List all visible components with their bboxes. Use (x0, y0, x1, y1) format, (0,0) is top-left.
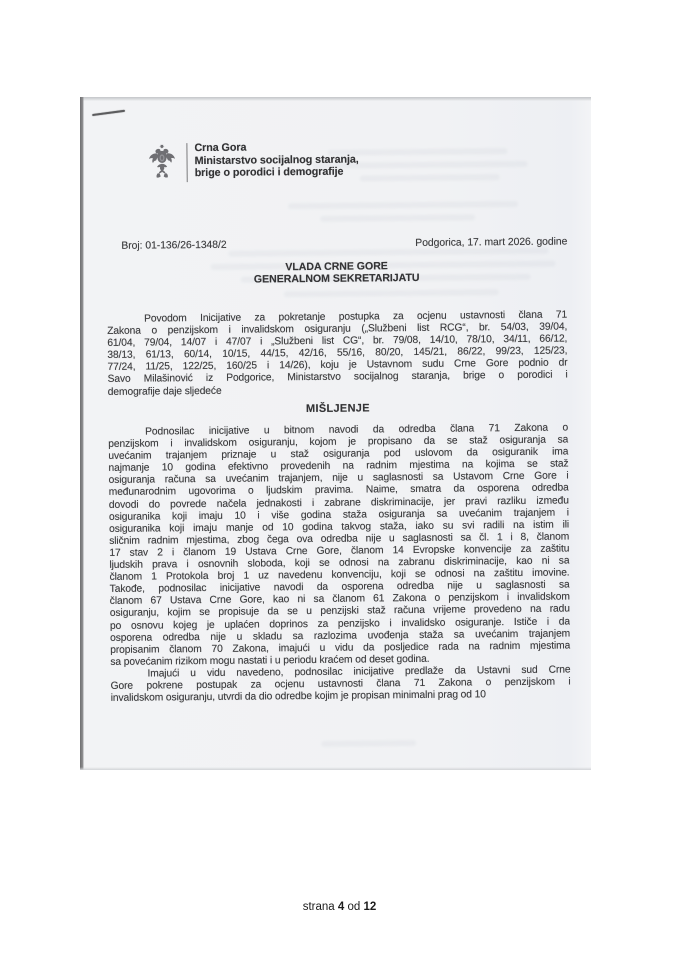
bleed-through-artifact (360, 174, 500, 181)
recipient-line1: VLADA CRNE GORE (285, 260, 388, 274)
text-line: 61/04, 79/04, 14/07 i 47/07 i „Službeni list CG“, br. 79/08, 14/10, 78/10, 34/11, 66/12, (107, 333, 568, 350)
text-line: Gore pokrene postupak za ocjenu ustavnosti člana 71 Zakona o penzijskom i (110, 676, 571, 692)
text-line: dovodi do povrede načela jednakosti i zabrane diskriminacije, jer pravi razliku između (108, 495, 569, 511)
letterhead-divider (186, 143, 187, 182)
text-line: sličnim radnim mjestima, zbog čega ova odredba nije u saglasnosti sa čl. 1 i 8, članom (109, 531, 570, 547)
pen-mark (92, 110, 125, 116)
place-and-date: Podgorica, 17. mart 2026. godine (415, 236, 568, 249)
text-line: najmanje 10 godina efektivno provedenih na radnim mjestima na kojima se staž (108, 458, 569, 475)
page-footer (0, 901, 679, 913)
footer-word-page: strana (302, 901, 335, 913)
document-number: Broj: 01-136/26-1348/2 (121, 239, 227, 252)
bleed-through-artifact (321, 740, 416, 747)
bleed-through-artifact (288, 201, 518, 209)
ministry-name (194, 141, 358, 180)
text-line: 38/13, 61/13, 60/14, 10/15, 44/15, 42/16, 55/16, 80/20, 145/21, 86/22, 99/23, 125/23, (107, 345, 568, 362)
text-line: propisanim članom 70 Zakona, imajući u vidu da posljedice rada na radnim mjestima (110, 640, 571, 656)
text-line: sa povećanim rizikom mogu nastati i u periodu kraćem od deset godina. (110, 653, 430, 668)
scanned-document (80, 97, 591, 770)
letterhead (148, 141, 358, 183)
text-line: članom 1 Protokola broj 1 uz navedenu konvenciju, koji se odnosi na zaštitu imovine. (109, 567, 570, 584)
bleed-through-artifact (320, 214, 475, 221)
text-line: uvećanim trajanjem priznaje u staž osiguranja pod uslovom da osiguranik ima (108, 446, 569, 463)
text-line: 77/24, 11/25, 122/25, 160/25 i 14/26), koju je Ustavnom sudu Crne Gore podnio dr (107, 357, 568, 374)
text-line: invalidskom osiguranju, utvrdi da dio odredbe kojim je propisan minimalni prag od 10 (110, 689, 486, 704)
text-line: 17 stav 2 i članom 19 Ustava Crne Gore, članom 14 Evropske konvencije za zaštitu (109, 543, 570, 559)
opinion-body (108, 423, 571, 706)
text-line: demografije daje sljedeće (107, 385, 222, 398)
opinion-heading: MIŠLJENJE (305, 402, 370, 416)
bleed-through-artifact (284, 289, 499, 297)
text-line: međunarodnim ugovorima o ljudskim pravima. Naime, smatra da osporena odredba (108, 482, 569, 499)
text-line: ljudskih prava i osnovnih sloboda, koji se odnosi na zabranu diskriminacije, kao ni sa (109, 555, 570, 571)
text-line: osiguranja računa sa uvećanim trajanjem, nije u saglasnosti sa Ustavom Crne Gore i (108, 470, 569, 487)
text-line: Savo Milašinović iz Podgorice, Ministarstvo socijalnog staranja, brige o porodici i (107, 369, 568, 386)
footer-current-page: 4 (337, 901, 345, 913)
text-line: Takođe, podnosilac inicijative navodi da osporena odredba nije u saglasnosti sa (109, 579, 570, 596)
ministry-name-line2: brige o porodici i demografije (194, 165, 344, 180)
text-line: osporena odredba nije u skladu sa razlozima uvođenja staža sa uvećanim trajanjem (110, 628, 571, 644)
text-line: osiguranika koji imaju manje od 10 godina takvog staža, iako su svi radili na istim ili (109, 519, 570, 535)
footer-total-pages: 12 (363, 901, 377, 913)
text-line: Imajući u vidu navedeno, podnosilac inicijative predlaže da Ustavni sud Crne (147, 664, 571, 680)
text-line: Povodom Inicijative za pokretanje postupka za ocjenu ustavnosti člana 71 (144, 309, 568, 325)
footer-word-of: od (347, 901, 361, 913)
text-line: penzijskom i invalidskom osiguranju, kojom je propisano da se staž osiguranja sa (108, 434, 569, 451)
recipient-block (107, 259, 567, 288)
scan-content (77, 92, 594, 770)
ministry-name-line1: Ministarstvo socijalnog staranja, (194, 153, 359, 167)
text-line: Podnosilac inicijative u bitnom navodi da odredba člana 71 Zakona o (145, 422, 569, 438)
coat-of-arms-icon (148, 144, 175, 181)
text-line: Zakona o penzijskom i invalidskom osiguranju („Službeni list RCG“, br. 54/03, 39/04, (107, 321, 568, 338)
text-line: osiguranju, kojim se propisuje da se u penzijski staž računa vrijeme provedeno na radu (109, 603, 570, 620)
intro-paragraph (107, 310, 568, 399)
text-line: osiguranika koji imaju 10 i više godina staža osiguranja sa uvećanim trajanjem i (108, 507, 569, 523)
country-name: Crna Gora (194, 141, 247, 155)
text-line: po osnovu kojeg je uplaćen doprinos za penzijsko i invalidsko osiguranje. Ističe i da (109, 615, 571, 632)
text-line: članom 67 Ustava Crne Gore, kao ni sa članom 61 Zakona o penzijskom i invalidskom (109, 591, 570, 608)
recipient-line2: GENERALNOM SEKRETARIJATU (253, 272, 420, 286)
